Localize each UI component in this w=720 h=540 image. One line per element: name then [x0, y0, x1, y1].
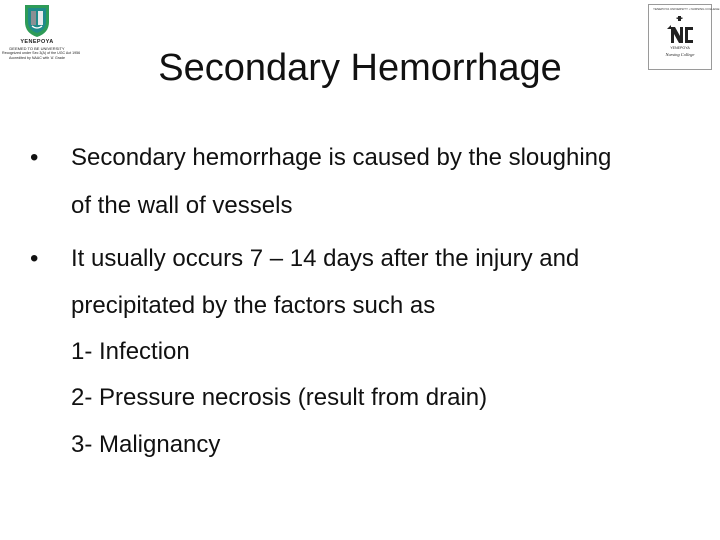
- nursing-college-logo-line: Nursing College: [665, 52, 695, 57]
- factor-item: 3- Malignancy: [71, 431, 221, 458]
- bullet-text-line: It usually occurs 7 – 14 days after the injury and: [71, 245, 580, 272]
- bullet-text-line: of the wall of vessels: [71, 192, 293, 219]
- university-logo-line: Accredited by NAAC with 'A' Grade: [9, 56, 65, 60]
- nursing-college-logo-top-text: YENEPOYA UNIVERSITY • NURSING COLLEGE: [653, 7, 720, 11]
- bullet-marker: •: [30, 245, 39, 272]
- factor-item: 1- Infection: [71, 338, 190, 365]
- nursing-college-logo-line: YENEPOYA: [670, 46, 690, 50]
- university-logo-name: YENEPOYA: [20, 39, 54, 45]
- university-logo-line: Recognized under Sec 3(A) of the UGC Act 1956: [2, 51, 81, 55]
- university-logo-line: DEEMED TO BE UNIVERSITY: [9, 46, 65, 51]
- bullet-text-line: Secondary hemorrhage is caused by the sloughing: [71, 144, 612, 171]
- slide-title: Secondary Hemorrhage: [158, 47, 562, 89]
- bullet-text-line: precipitated by the factors such as: [71, 292, 436, 319]
- factor-item: 2- Pressure necrosis (result from drain): [71, 384, 488, 411]
- bullet-marker: •: [30, 144, 39, 171]
